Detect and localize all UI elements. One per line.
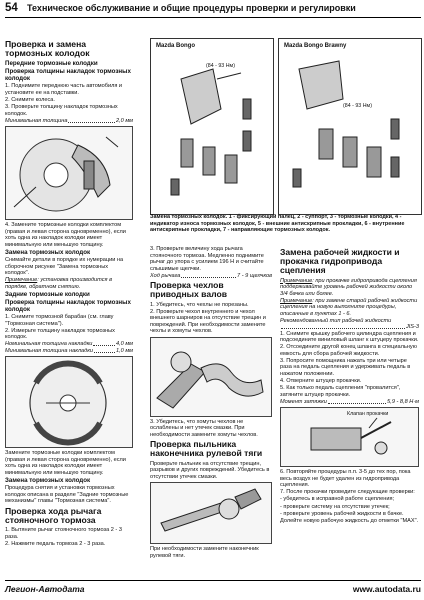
torque-label: (84 - 93 Нм) (343, 103, 372, 109)
step-text: 6. Повторяйте процедуры п.п. 3-5 до тех пор, пока весь воздух не будет удален из гидропривода сцепления. (280, 469, 411, 489)
subheading-check-rear: Проверка толщины накладок тормозных колодок (5, 299, 131, 314)
body-text: При необходимости замените наконечник рулевой тяги. (150, 546, 259, 559)
step-text: 2. Отсоедините другой конец шланга в специальную емкость для сбора рабочей жидкости. (280, 344, 417, 357)
step-text: 1. Вытяните рычаг стояночного тормоза 2 - 3 раза. (5, 527, 122, 540)
step-text: 3. Проверьте толщину накладок тормозных колодок. (5, 104, 118, 117)
tie-rod-illustration (151, 483, 271, 543)
list-item: - проверьте уровень рабочей жидкости в бачке. (280, 510, 404, 517)
body-text: Замените тормозные колодки комплектом (правая и левая сторона одновременно), если хоть одна из накладок колодки имеет минимальную или меньшую толщину. (5, 450, 126, 476)
body-text: Снимайте детали в порядке их нумерации на сборочном рисунке "Замена тормозных колодок". (5, 257, 124, 277)
spec-lever-travel (150, 273, 272, 280)
subheading-replace-rear: Замена тормозных колодок (5, 477, 91, 485)
spec-min-thickness-rear (5, 348, 133, 355)
step-text: 2. Измерьте толщину накладок тормозных колодок. (5, 327, 115, 341)
page-number: 54 (5, 2, 18, 14)
step-text: 3. Попросите помощника нажать три или четыре раза на педаль сцепления и удерживать педаль в нажатом положении. (280, 357, 411, 377)
step-text: 2. Нажмите педаль тормоза 2 - 3 раза. (5, 540, 106, 547)
figure-mazda-bongo (150, 38, 274, 215)
spec-value: 4,0 мм (116, 341, 133, 348)
spec-value: JIS-3 (405, 324, 419, 331)
step-text: 3. Проверьте величину хода рычага стояночного тормоза. Медленно поднимите рычаг до упора с усилием 196 Н и считайте слышимые щелчки. (150, 246, 264, 272)
drive-shaft-illustration (151, 338, 271, 416)
figure-label: Mazda Bongo (156, 43, 195, 49)
subheading-replace: Замена тормозных колодок (5, 249, 91, 257)
chapter-title: Техническое обслуживание и общие процедуры проверки и регулировки (27, 3, 356, 13)
list-item: - убедитесь в исправной работе сцепления; (280, 496, 395, 503)
caliper-illustration (6, 127, 132, 219)
step-text: 5. Как только педаль сцепления "провалится", затяните штуцер прокачки. (280, 385, 401, 398)
figure-label: Mazda Bongo Brawny (284, 43, 347, 49)
drum-brake-illustration (6, 357, 132, 447)
note: Примечание: установка производится в порядке, обратном снятию. (5, 277, 113, 290)
spec-value: 7 - 9 щелчков (237, 272, 272, 279)
step-text: 1. Снимите тормозной барабан (см. главу "Тормозная система"). (5, 314, 114, 327)
figure-mazda-bongo-brawny (278, 38, 422, 215)
column-middle (150, 246, 272, 578)
publisher-url[interactable]: www.autodata.ru (352, 584, 421, 594)
subheading-front-pads: Передние тормозные колодки (5, 60, 98, 68)
spec-label: Ход рычага (150, 272, 181, 279)
exploded-caliper-illustration (279, 39, 421, 214)
spec-value: 2,0 мм (116, 117, 133, 124)
subheading-rear-pads: Задние тормозные колодки (5, 291, 90, 299)
subheading-check-lining: Проверка толщины накладок тормозных колодок (5, 68, 131, 83)
spec-torque (280, 399, 419, 406)
heading-clutch-fluid: Замена рабочей жидкости и прокачка гидропривода сцепления (280, 247, 400, 276)
spec-label: Минимальная толщина (5, 117, 68, 124)
heading-replace-pads: Проверка и замена тормозных колодок (5, 39, 90, 59)
body-text: Долейте новую рабочую жидкость до отметки "MAX". (280, 517, 419, 524)
heading-tie-rod: Проверка пыльника наконечника рулевой тяги (150, 439, 263, 459)
figure-label: Клапан прокачки (347, 411, 389, 418)
torque-label: (84 - 93 Нм) (206, 63, 235, 69)
note: Примечание: при прокачке гидропривода сцепления поддерживайте уровень рабочей жидкости около 3/4 бачка или более. (280, 277, 417, 297)
body-text: Процедура снятия и установки тормозных колодок описана в разделе "Задние тормозные механизмы" главы "Тормозная система". (5, 485, 129, 505)
step-text: 1. Убедитесь, что чехлы не порезаны. (150, 301, 249, 308)
figure-drive-shaft (150, 337, 272, 417)
spec-label: Номинальная толщина накладки (5, 341, 93, 348)
spec-min-thickness (5, 118, 133, 125)
page-footer (5, 580, 421, 597)
step-text: 2. Проверьте чехол внутреннего и чехол внешнего шарниров на отсутствие трещин и повреждений. При необходимости замените чехлы и хомуты чехлов. (150, 308, 266, 335)
figure-caption: Замена тормозных колодок. 1 - фиксирующий палец, 2 - суппорт, 3 - тормозные колодки, 4 - индикатор износа тормозных колодок, 5 - внешние антискрипные прокладки, 6 - внутренние антискрипные прокладки, 7 - направляющие тормозных колодок. (150, 214, 405, 233)
spec-label: Рекомендованный тип рабочей жидкости (280, 317, 392, 324)
spec-value: 1,0 мм (116, 347, 133, 354)
step-text: 3. Убедитесь, что хомуты чехлов не ослаблены и нет утечек смазки. При необходимости замените хомуты чехлов. (150, 418, 258, 438)
heading-parking-lever: Проверка хода рычага стояночного тормоза (5, 505, 102, 526)
spec-label: Минимальная толщина накладки (5, 347, 93, 354)
column-left (5, 38, 133, 576)
heading-drive-boots: Проверка чехлов приводных валов (150, 280, 228, 300)
step-text: 7. После прокачки проведите следующие проверки: (280, 489, 415, 496)
body-text: Проверьте пыльник на отсутствие трещин, разрывов и других повреждений. Убедитесь в отсутствии утечек смазки. (150, 460, 270, 480)
spec-label: Момент затяжки (280, 398, 327, 405)
step-text: 4. Отверните штуцер прокачки. (280, 378, 362, 385)
step-text: 2. Снимите колеса. (5, 97, 55, 103)
spec-value: 5,9 - 8,8 Н·м (387, 398, 419, 405)
note: Примечание: при замене старой рабочей жидкости сцепления на новую выполните процедуры, описанные в пунктах 1 - 6. (280, 297, 418, 317)
spec-fluid-type (280, 318, 419, 331)
list-item: - проверьте систему на отсутствие утечек; (280, 503, 390, 510)
figure-tie-rod (150, 482, 272, 544)
step-text: 1. Снимите крышку рабочего цилиндра сцепления и подсоедините виниловый шланг к штуцеру прокачки. (280, 330, 419, 344)
figure-drum-shoes (5, 356, 133, 448)
page-header (5, 3, 421, 18)
step-text: 1. Поднимите переднюю часть автомобиля и установите ее на подставки. (5, 83, 123, 96)
column-right (280, 246, 419, 578)
figure-bleeder (280, 407, 419, 467)
step-text: 4. Замените тормозные колодки комплектом (правая и левая сторона одновременно), если хоть одна из накладок колодки имеет минимальную или меньшую толщину. (5, 222, 126, 248)
figure-caliper-measure (5, 126, 133, 220)
publisher-name: Легион-Автодата (5, 584, 85, 594)
